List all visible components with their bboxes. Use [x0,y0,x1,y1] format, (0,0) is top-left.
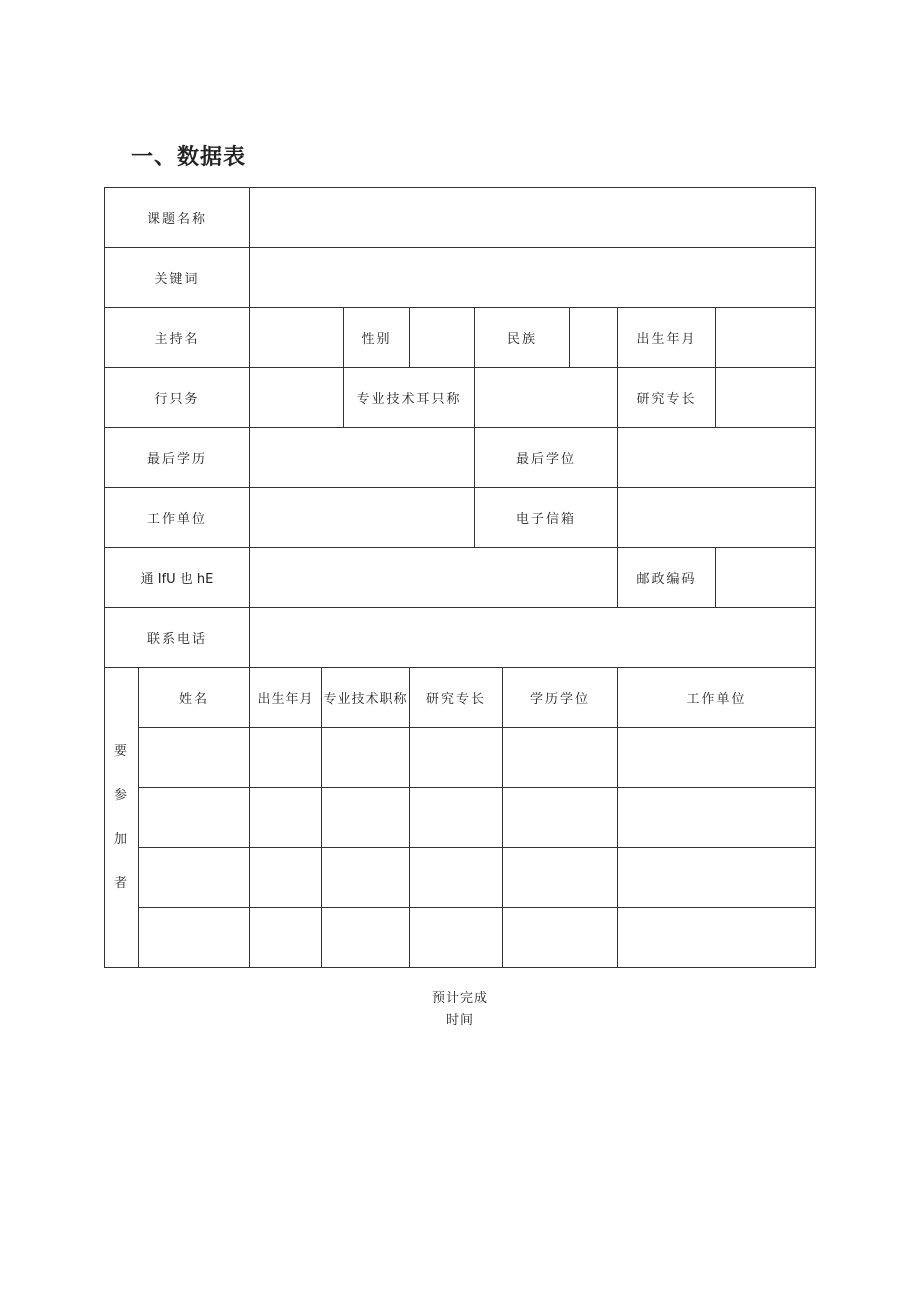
cell-work-unit[interactable] [618,788,816,848]
row-keywords [105,248,816,308]
field-tech-title[interactable] [475,368,618,428]
row-phone [105,608,816,668]
field-keywords[interactable] [250,248,816,308]
field-topic-name[interactable] [250,188,816,248]
cell-birth-month[interactable] [250,788,322,848]
header-research-specialty: 研究专长 [410,668,503,728]
label-email: 电子信箱 [475,488,618,548]
row-work-unit [105,488,816,548]
field-research-specialty[interactable] [716,368,816,428]
row-topic-name [105,188,816,248]
side-char: 参 [113,787,129,803]
cell-tech-title[interactable] [322,728,410,788]
field-gender[interactable] [410,308,475,368]
label-work-unit: 工作单位 [105,488,250,548]
label-address: 通 IfU 也 hE [105,548,250,608]
cell-research-specialty[interactable] [410,908,503,968]
field-ethnicity[interactable] [570,308,618,368]
cell-education-degree[interactable] [503,788,618,848]
cell-name[interactable] [139,908,250,968]
cell-name[interactable] [139,728,250,788]
row-duty [105,368,816,428]
cell-education-degree[interactable] [503,908,618,968]
cell-tech-title[interactable] [322,908,410,968]
cell-name[interactable] [139,788,250,848]
field-address[interactable] [250,548,618,608]
cell-research-specialty[interactable] [410,728,503,788]
label-keywords: 关键词 [105,248,250,308]
participants-side-label [105,668,139,968]
label-tech-title: 专业技术耳只称 [344,368,475,428]
side-char: 加 [113,831,129,847]
cell-name[interactable] [139,848,250,908]
cell-birth-month[interactable] [250,908,322,968]
label-phone: 联系电话 [105,608,250,668]
completion-time-note [410,988,510,1032]
cell-work-unit[interactable] [618,728,816,788]
cell-birth-month[interactable] [250,728,322,788]
field-birth-month[interactable] [716,308,816,368]
field-duty[interactable] [250,368,344,428]
label-host-name: 主持名 [105,308,250,368]
side-char: 要 [113,743,129,759]
section-title: 一、数据表 [131,145,247,170]
cell-research-specialty[interactable] [410,788,503,848]
participant-row [105,908,816,968]
header-tech-title: 专业技术职称 [322,668,410,728]
label-final-degree: 最后学位 [475,428,618,488]
label-final-education: 最后学历 [105,428,250,488]
label-birth-month: 出生年月 [618,308,716,368]
participant-row [105,788,816,848]
participant-row [105,848,816,908]
cell-tech-title[interactable] [322,788,410,848]
participants-header-row [105,668,816,728]
label-postal-code: 邮政编码 [618,548,716,608]
field-final-degree[interactable] [618,428,816,488]
side-char: 者 [113,875,129,891]
cell-research-specialty[interactable] [410,848,503,908]
cell-education-degree[interactable] [503,848,618,908]
cell-birth-month[interactable] [250,848,322,908]
field-postal-code[interactable] [716,548,816,608]
row-host [105,308,816,368]
label-gender: 性别 [344,308,410,368]
cell-work-unit[interactable] [618,848,816,908]
header-birth-month: 出生年月 [250,668,322,728]
field-work-unit[interactable] [250,488,475,548]
header-education-degree: 学历学位 [503,668,618,728]
participant-row [105,728,816,788]
label-research-specialty: 研究专长 [618,368,716,428]
row-address [105,548,816,608]
field-phone[interactable] [250,608,816,668]
cell-work-unit[interactable] [618,908,816,968]
header-name: 姓名 [139,668,250,728]
cell-tech-title[interactable] [322,848,410,908]
field-email[interactable] [618,488,816,548]
field-final-education[interactable] [250,428,475,488]
header-work-unit: 工作单位 [618,668,816,728]
label-ethnicity: 民族 [475,308,570,368]
note-line: 预计完成 [431,991,488,1006]
field-host-name[interactable] [250,308,344,368]
row-education [105,428,816,488]
label-topic-name: 课题名称 [105,188,250,248]
cell-education-degree[interactable] [503,728,618,788]
note-line: 时间 [445,1013,474,1028]
label-duty: 行只务 [105,368,250,428]
data-form-table [104,187,816,968]
